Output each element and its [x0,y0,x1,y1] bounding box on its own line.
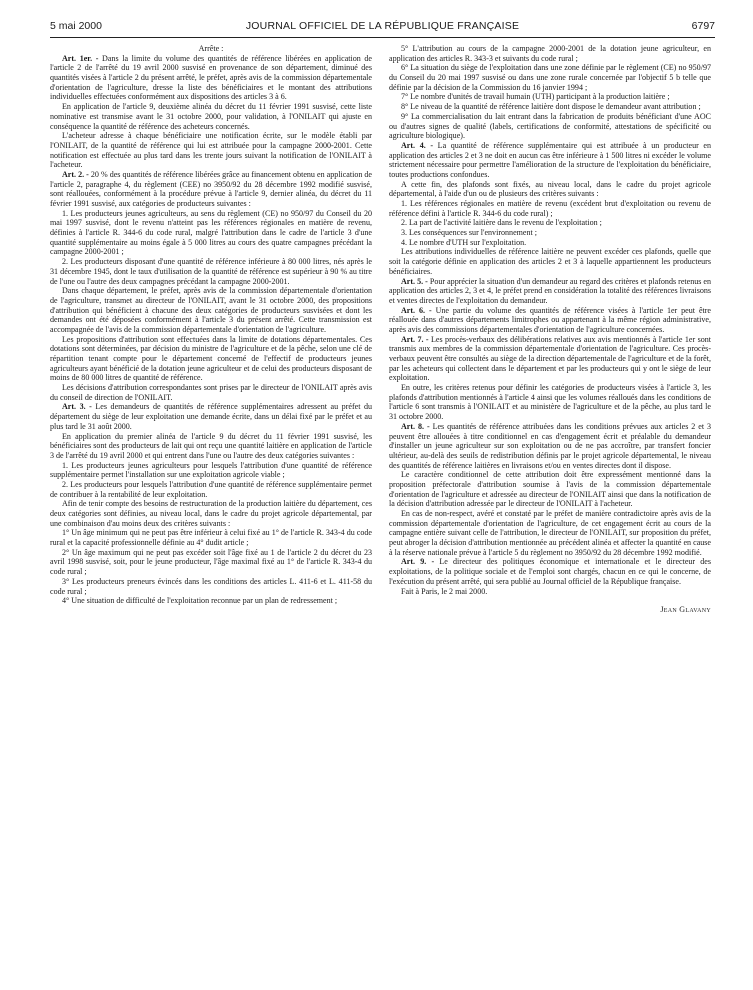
paragraph-text: Les décisions d'attribution correspondantes sont prises par le directeur de l'ONILAIT après avis du conseil de direction de l'ONILAIT. [50,383,372,402]
paragraph-text: Le directeur des politiques économique et internationale et le directeur des exploitations, de la politique sociale et de l'emploi sont chargés, chacun en ce qui le concerne, de l'exécution du présent arrêté, qui sera publié au Journal officiel de la République française. [389,557,711,586]
paragraph-text: 2. Les producteurs disposant d'une quantité de référence inférieure à 80 000 litres, nés après le 31 décembre 1945, dont le taux d'utilisation de la quantité de référence est supérieur à 90 % au titre de l'une ou l'autre des deux campagnes précédant la campagne 2000-2001. [50,257,372,286]
paragraph [50,257,372,286]
paragraph [50,209,372,257]
paragraph-text: 9° La commercialisation du lait entrant dans la fabrication de produits bénéficiant d'une AOC ou d'autres signes de qualité (labels, certifications de conformité, attestations de spécificité ou agriculture biologique). [389,111,711,141]
paragraph-text: Dans chaque département, le préfet, après avis de la commission départementale d'orientation de l'agriculture, transmet au directeur de l'ONILAIT, avant le 31 octobre 2000, des propositions d'attribution qui bénéficient à chacune des deux catégories de producteurs susvisées et dont les demandes ont été déposées conformément à l'article 3 du présent arrêté. Cette transmission est accompagnée de l'avis de la commission départementale d'orientation de l'agriculture. [50,286,372,334]
paragraph [50,402,372,431]
paragraph-text: 1. Les références régionales en matière de revenu (excédent brut d'exploitation ou revenu de référence défini à l'article R. 344-6 du code rural) ; [389,199,711,218]
left-column [50,44,372,979]
paragraph-text: Les demandeurs de quantités de référence supplémentaires adressent au préfet du département du siège de leur exploitation une demande écrite, dans un délai fixé par le préfet et au plus tard le 31 août 2000. [50,402,372,431]
page-number: 6797 [691,20,715,32]
paragraph-text: Les attributions individuelles de référence laitière ne peuvent excéder ces plafonds, quelle que soit la catégorie définie en application des articles 2 et 3 à laquelle appartiennent les producteurs bénéficiaires. [389,247,711,276]
paragraph [389,470,711,509]
journal-title: JOURNAL OFFICIEL DE LA RÉPUBLIQUE FRANÇAISE [245,20,520,32]
article-label: Art. 3. - [62,402,92,412]
paragraph-text: 4° Une situation de difficulté de l'exploitation reconnue par un plan de redressement ; [62,596,338,606]
paragraph [389,141,711,180]
paragraph-text: 2. Les producteurs pour lesquels l'attribution d'une quantité de référence supplémentaire permet de contribuer à la rentabilité de leur exploitation. [50,479,372,499]
paragraph [50,54,372,102]
paragraph-text: En application de l'article 9, deuxième alinéa du décret du 11 février 1991 susvisé, cette liste nominative est transmise avant le 31 octobre 2000, pour validation, à l'ONILAIT qui ajuste en conséquence la quantité de référence des acheteurs concernés. [50,102,372,131]
paragraph-text: Le caractère conditionnel de cette attribution doit être expressément mentionné dans la proposition préfectorale d'attribution soumise à l'avis de la commission départementale d'orientation de l'agriculture et adressée au directeur de l'ONILAIT ainsi que dans la notification de la décision d'attribution adressée par le directeur de l'ONILAIT à l'acheteur. [389,470,711,509]
paragraph-text: En application du premier alinéa de l'article 9 du décret du 11 février 1991 susvisé, les bénéficiaires sont des producteurs de lait qui ont reçu une quantité laitière en application de l'article 3 de l'arrêté du 19 avril 2000 et qui entrent dans l'une ou l'autre des deux catégories suivantes : [50,431,372,460]
article-label: Art. 9. - [401,557,435,567]
paragraph-text: La quantité de référence supplémentaire qui est attribuée à un producteur en application des articles 2 et 3 ne doit en aucun cas être inférieure à 1 500 litres ni excéder le volume strictement nécessaire pour permettre l'amélioration de la structure de l'exploitation du bénéficiaire, toutes productions confondues. [389,140,711,179]
paragraph [389,63,711,92]
paragraph [50,528,372,547]
paragraph-text: 6° La situation du siège de l'exploitation dans une zone définie par le règlement (CE) no 950/97 du Conseil du 20 mai 1997 susvisé ou dans une zone rurale concernée par l'objectif 5 b telle que définie par la décision de la Commission du 16 janvier 1994 ; [389,63,711,92]
paragraph [389,306,711,335]
paragraph-text: 2. La part de l'activité laitière dans le revenu de l'exploitation ; [401,218,602,228]
paragraph-text: En cas de non-respect, avéré et constaté par le préfet de manière contradictoire après avis de la commission départementale d'orientation de l'agriculture, de cet engagement écrit au cours de la campagne entière suivant celle de l'attribution, le directeur de l'ONILAIT, sur proposition du préfet, peut abroger la décision d'attribution mentionnée au précédent alinéa et affecter la quantité en cause à la réserve nationale prévue à l'article 5 du règlement no 3950/92 du 28 décembre 1992 modifié. [389,509,711,557]
paragraph-text: Jean Glavany [660,605,711,615]
paragraph [389,587,711,597]
page-header [50,17,715,35]
paragraph-text: Arrête : [198,44,224,53]
right-column [389,44,711,979]
paragraph-text: 4. Le nombre d'UTH sur l'exploitation. [401,237,527,247]
paragraph-text: 7° Le nombre d'unités de travail humain (UTH) participant à la production laitière ; [401,92,670,102]
article-label: Art. 8. - [401,421,430,431]
article-label: Art. 2. - [62,169,89,179]
paragraph-text: Pour apprécier la situation d'un demandeur au regard des critères et plafonds retenus en application des articles 2, 3 et 4, le préfet prend en considération la totalité des références livraisons et ventes directes de l'exploitation du demandeur. [389,276,711,305]
paragraph-text: 1. Les producteurs jeunes agriculteurs, au sens du règlement (CE) no 950/97 du Conseil du 20 mai 1997 susvisé, dont le revenu n'atteint pas les références régionales en matière de revenu, définies à l'article R. 344-6 du code rural, malgré l'attribution dans le cadre de l'article 3 d'une quantité supplémentaire au moins égale à 5 000 litres au cours des quatre campagnes précédant la campagne 2000-2001 ; [50,208,372,257]
paragraph-text: 3. Les conséquences sur l'environnement ; [401,228,537,238]
paragraph-text: Les procès-verbaux des délibérations relatives aux avis mentionnés à l'article 1er sont transmis aux membres de la commission départementale d'orientation de l'agriculture. Ces procès-verbaux peuvent être consultés au siège de la direction départementale de l'agriculture et de la forêt, par les acheteurs qui collectent dans le département et par les producteurs qui y ont le siège de leur exploitation. [389,334,711,383]
article-label: Art. 7. - [401,334,429,344]
paragraph [50,577,372,596]
paragraph [50,131,372,170]
paragraph [50,596,372,606]
paragraph [50,170,372,209]
paragraph-text: A cette fin, des plafonds sont fixés, au niveau local, dans le cadre du projet agricole départemental, à l'aide d'un ou de plusieurs des critères suivants : [389,179,711,199]
paragraph [50,102,372,131]
signature [389,605,711,615]
paragraph [389,557,711,586]
paragraph [50,548,372,577]
paragraph-text: Les propositions d'attribution sont effectuées dans la limite de dotations départementales. Ces dotations sont déterminées, par décision du ministre de l'agriculture et de la pêche, selon une clé de répartition tenant compte pour le département concerné de l'effectif de producteurs jeunes agriculteurs ayant bénéficié de la dotation jeune agriculteur et de celui des producteurs disposant de moins de 80 000 litres de quantité de référence. [50,334,372,383]
paragraph-text: 3° Les producteurs preneurs évincés dans les conditions des articles L. 411-6 et L. 411-58 du code rural ; [50,576,372,596]
paragraph [389,277,711,306]
paragraph [389,180,711,199]
paragraph-text: Une partie du volume des quantités de référence visées à l'article 1er peut être réallouée dans d'autres départements limitrophes ou appartenant à la même région administrative, après avis des commissions départementales d'orientation de l'agriculture concernées. [389,305,711,334]
paragraph-text: Les quantités de référence attribuées dans les conditions prévues aux articles 2 et 3 peuvent être allouées à titre conditionnel en cas d'engagement écrit et préalable du demandeur d'installer un jeune agriculteur sur son exploitation ou de ne pas accroître, par transfert foncier ultérieur, au-delà des seuils de redistribution définis par le projet agricole départemental, le niveau des quantités de référence laitières en livraisons et/ou en ventes directes dont il dispose. [389,421,711,470]
paragraph [389,228,711,238]
paragraph-text: 20 % des quantités de référence libérées grâce au financement obtenu en application de l'article 2, paragraphe 4, du règlement (CEE) no 3950/92 du 28 décembre 1992 modifié susvisé, sont réallouées, conformément à la procédure prévue à l'article 9, dernier alinéa, du décret du 11 février 1991 susvisé, aux catégories de producteurs suivantes : [50,169,372,208]
paragraph [389,218,711,228]
article-label: Art. 6. - [401,305,432,315]
paragraph [50,383,372,402]
paragraph [389,238,711,248]
paragraph [50,335,372,383]
article-label: Art. 5. - [401,276,428,286]
article-label: Art. 4. - [401,140,434,150]
paragraph-text: En outre, les critères retenus pour définir les catégories de producteurs visées à l'article 3, les plafonds d'attribution mentionnés à l'article 4 ainsi que les volumes réalloués dans les conditions de l'article 6 sont transmis à l'ONILAIT et au ministère de l'agriculture et de la pêche, au plus tard le 31 octobre 2000. [389,383,711,422]
paragraph [389,422,711,470]
paragraph-text: Afin de tenir compte des besoins de restructuration de la production laitière du département, ces deux catégories sont définies, au niveau local, dans le cadre du projet agricole départemental, par une combinaison d'au moins deux des critères suivants : [50,499,372,528]
paragraph [50,432,372,461]
header-date: 5 mai 2000 [50,20,102,32]
article-label: Art. 1er. - [62,53,99,63]
paragraph [50,499,372,528]
paragraph [389,199,711,218]
paragraph-text: Dans la limite du volume des quantités de référence libérées en application de l'article 2 de l'arrêté du 19 avril 2000 susvisé en provenance de son département, diminué des quantités visées à l'article 2 du présent arrêté, le préfet, après avis de la commission départementale d'orientation de l'agriculture, dresse la liste des bénéficiaires et le montant des attributions individuelles effectuées conformément aux dispositions des articles 3 à 6. [50,53,372,102]
paragraph [389,92,711,102]
paragraph [389,247,711,276]
paragraph [50,461,372,480]
paragraph-text: 1° Un âge minimum qui ne peut pas être inférieur à celui fixé au 1° de l'article R. 343-4 du code rural et la capacité professionnelle définie au 4° dudit article ; [50,528,372,548]
paragraph-text: 2° Un âge maximum qui ne peut pas excéder soit l'âge fixé au 1 de l'article 2 du décret du 23 avril 1998 susvisé, soit, pour le jeune producteur, l'âge maximal fixé au 1° de l'article R. 343-4 du code rural ; [50,547,372,577]
header-rule [50,37,715,38]
paragraph-text: 1. Les producteurs jeunes agriculteurs pour lesquels l'attribution d'une quantité de référence supplémentaire permet l'installation sur une exploitation agricole viable ; [50,460,372,480]
paragraph-text: 5° L'attribution au cours de la campagne 2000-2001 de la dotation jeune agriculteur, en application des articles R. 343-3 et suivants du code rural ; [389,44,711,63]
paragraph-text: Fait à Paris, le 2 mai 2000. [401,586,488,596]
paragraph [389,112,711,141]
paragraph [50,44,372,54]
paragraph [50,286,372,334]
paragraph [389,383,711,422]
paragraph-text: 8° Le niveau de la quantité de référence laitière dont dispose le demandeur avant attribution ; [401,102,701,112]
paragraph [389,509,711,557]
paragraph-text: L'acheteur adresse à chaque bénéficiaire une notification écrite, sur le modèle établi par l'ONILAIT, de la quantité de référence qui lui est attribuée pour la campagne 2000-2001. Cette notification est effectuée au plus tard dans les trente jours suivant la notification de l'ONILAIT à l'acheteur. [50,131,372,170]
paragraph [389,102,711,112]
paragraph [389,44,711,63]
paragraph [50,480,372,499]
paragraph [389,335,711,383]
